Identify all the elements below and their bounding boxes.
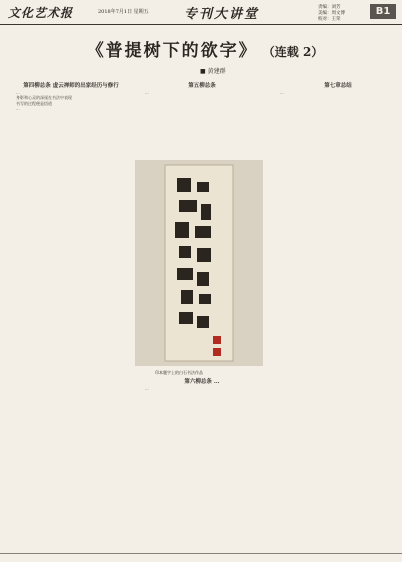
byline: ■ 黄建群 <box>200 68 226 75</box>
calligraphy-photo <box>135 160 263 366</box>
article-title: 《普提树下的欲字》 <box>86 41 258 61</box>
section-title: 专刊大讲堂 <box>184 7 260 22</box>
issue-date: 2018年7月1日 星期五 <box>98 9 149 15</box>
column-1: 第四柳总条 虚云禅师的出家经历与修行 ... 身影和心灵的深邃在书法中表现 书写的过程便是悟道 ... <box>16 83 119 112</box>
page-number-badge: B1 <box>370 4 396 19</box>
series-label: （连载 2） <box>262 45 324 59</box>
masthead: 文化艺术报 <box>8 6 74 20</box>
column-2: 第五柳总条 ... <box>145 83 216 95</box>
photo-caption: 印本题字上的白石书法作品 <box>155 370 203 375</box>
column-4: 第七章总结 ... <box>280 83 352 95</box>
page-header <box>0 0 402 25</box>
article-title-block <box>60 36 350 61</box>
column-3: 第六柳总条 ... ... <box>145 379 220 391</box>
calligraphy-image <box>135 160 263 366</box>
editor-credits: 责编：刘芳 美编：周文博 校对：王荣 <box>318 5 345 22</box>
bottom-rule <box>0 553 402 554</box>
